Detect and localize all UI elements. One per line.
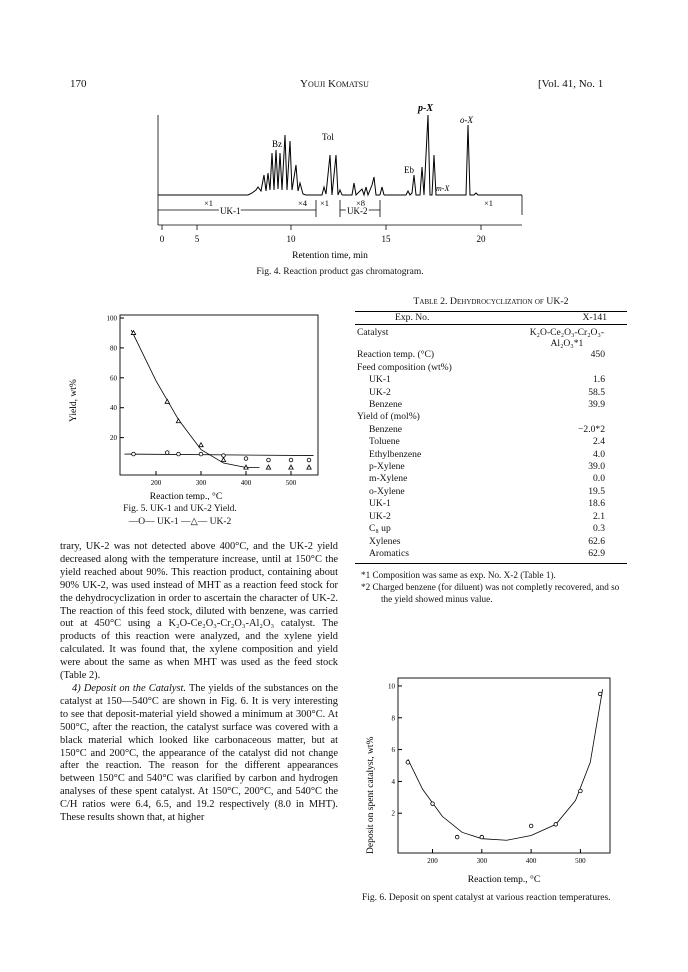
range-label-uk1: UK-1	[220, 206, 241, 216]
data-point-uk2	[165, 399, 169, 403]
fig4-caption: Fig. 4. Reaction product gas chromatogram.	[256, 267, 424, 277]
table-header	[355, 311, 627, 325]
y-tick-label: 4	[391, 777, 395, 786]
table-cell-value: 2.4	[593, 436, 605, 448]
data-point-uk1	[307, 458, 311, 462]
data-point-uk2	[266, 465, 270, 469]
fig6-ylabel: Deposit on spent catalyst, wt%	[366, 736, 376, 854]
atten-label-1: ×1	[204, 198, 214, 208]
fig5-ylabel: Yield, wt%	[69, 379, 79, 422]
table-cell-label: C₈ up	[369, 523, 391, 535]
table-cell-label: Toluene	[369, 436, 400, 448]
paragraph-2	[60, 683, 338, 825]
series-line-uk2	[131, 330, 259, 468]
table-cell-value: 39.0	[588, 461, 605, 473]
table-row	[355, 424, 627, 436]
y-tick-label: 40	[110, 404, 117, 413]
data-point-uk1	[199, 452, 203, 456]
x-tick-label: 300	[195, 479, 207, 487]
data-point	[431, 802, 435, 806]
table-row	[355, 498, 627, 510]
peak-label-eb: Eb	[404, 165, 414, 175]
page-number: 170	[70, 78, 87, 90]
table-cell-label: Aromatics	[369, 547, 409, 559]
y-tick-label: 20	[110, 434, 117, 443]
table-row	[355, 411, 627, 423]
table-cell-value: 0.0	[593, 473, 605, 485]
data-point	[455, 835, 459, 839]
x-tick-20: 20	[476, 234, 486, 244]
col-exp-value: X-141	[582, 312, 607, 323]
series-line-uk1	[125, 454, 314, 455]
table-cell-value: 58.5	[588, 386, 605, 398]
section-heading: 4) Deposit on the Catalyst.	[72, 682, 187, 694]
data-point-uk2	[176, 419, 180, 423]
table-row	[355, 523, 627, 535]
data-point	[598, 692, 602, 696]
table-footnotes	[355, 563, 627, 605]
body-text	[60, 541, 338, 825]
table-row	[355, 548, 627, 560]
table-cell-value: 450	[590, 349, 605, 361]
table-cell-label: UK-2	[369, 386, 391, 398]
data-point	[554, 823, 558, 827]
data-point	[579, 789, 583, 793]
data-point	[529, 824, 533, 828]
table-cell-label: Feed composition (wt%)	[357, 361, 452, 373]
x-tick-label: 500	[285, 479, 297, 487]
x-tick-0: 0	[159, 234, 165, 244]
table-cell-label: m-Xylene	[369, 473, 408, 485]
data-point	[480, 835, 484, 839]
table-row	[355, 486, 627, 498]
fig6-fit-curve	[408, 689, 603, 840]
x-tick-label: 400	[525, 857, 537, 865]
table-cell-label: Yield of (mol%)	[357, 411, 420, 423]
table-cell-value: 18.6	[588, 498, 605, 510]
y-tick-label: 60	[110, 374, 117, 383]
table-row	[355, 449, 627, 461]
y-tick-label: 100	[106, 314, 117, 323]
atten-label-4: ×8	[356, 198, 366, 208]
y-tick-label: 10	[388, 682, 395, 691]
x-tick-label: 300	[476, 857, 488, 865]
x-tick-label: 400	[240, 479, 252, 487]
table-cell-label: Xylenes	[369, 535, 401, 547]
x-tick-5: 5	[194, 234, 200, 244]
table-row	[355, 327, 627, 349]
atten-label-2: ×4	[298, 198, 308, 208]
table-row	[355, 436, 627, 448]
table-cell-label: Benzene	[369, 399, 403, 411]
catalyst-value-1: K₂O-Ce₂O₃-Cr₂O₃-	[529, 327, 605, 339]
peak-label-mx: m-X	[436, 184, 450, 193]
peak-label-bz: Bz	[272, 139, 282, 149]
table-row	[355, 461, 627, 473]
table-cell-label: Benzene	[369, 423, 403, 435]
fig5-xlabel: Reaction temp., °C	[149, 492, 223, 500]
y-tick-label: 8	[391, 714, 395, 723]
table-row	[355, 536, 627, 548]
data-point-uk2	[307, 465, 311, 469]
table-row	[355, 349, 627, 361]
table-cell-label: UK-1	[369, 374, 391, 386]
data-point-uk1	[132, 452, 136, 456]
table-cell-value: 1.6	[593, 374, 605, 386]
data-point-uk2	[221, 458, 225, 462]
table-row	[355, 374, 627, 386]
table-row	[355, 473, 627, 485]
data-point-uk1	[244, 457, 248, 461]
paragraph-1: trary, UK-2 was not detected above 400°C, and the UK-2 yield decreased along with the temperature increase, until at 150°C the yield reached about 90%. This reaction product, containing about 90% UK-2, was used instead of MHT as a reaction feed stock for the dehydrocyclization in order to ascertain the character of UK-2. The reaction of this feed stock, diluted with benzene, was carried out at 450°C using a K₂O-Ce₂O₃-Cr₂O₃-Al₂O₃ catalyst. The products of this reaction were analyzed, and the xylene yield calculated. It was found that, the xylene composition and yield were about the same as when MHT was used as the feed stock (Table 2).	[60, 541, 338, 682]
data-point-uk1	[289, 458, 293, 462]
data-point-uk1	[267, 458, 271, 462]
table-row	[355, 511, 627, 523]
fig4-chromatogram	[140, 95, 540, 275]
y-tick-label: 80	[110, 344, 117, 353]
footnote-1: *1 Composition was same as exp. No. X-2 (Table 1).	[361, 570, 556, 581]
table-row	[355, 399, 627, 411]
table-cell-label: Reaction temp. (°C)	[357, 349, 435, 361]
catalyst-value-2: Al₂O₃*1	[550, 338, 584, 350]
data-point-uk2	[199, 443, 203, 447]
data-point-uk2	[289, 465, 293, 469]
peak-label-ox: o-X	[460, 115, 473, 125]
peak-label-tol: Tol	[322, 132, 334, 142]
footnote-2: *2 Charged benzene (for diluent) was not completly recovered, and so the yield showed minus value.	[361, 581, 620, 604]
table-cell-value	[507, 362, 627, 374]
fig6-chart	[358, 672, 620, 884]
table-row	[355, 387, 627, 399]
table-cell-value: −2.0*2	[578, 423, 605, 435]
fig5-caption-line1: Fig. 5. UK-1 and UK-2 Yield.	[123, 504, 237, 514]
running-author: Youji Komatsu	[300, 78, 369, 90]
fig6-xlabel: Reaction temp., °C	[467, 875, 541, 884]
x-tick-label: 200	[427, 857, 438, 865]
table-cell-label: UK-2	[369, 510, 391, 522]
table-cell-value: 4.0	[593, 448, 605, 460]
chromatogram-trace	[158, 115, 522, 195]
table-row	[355, 362, 627, 374]
col-exp-label: Exp. No.	[395, 312, 430, 323]
data-point-uk2	[244, 465, 248, 469]
range-label-uk2: UK-2	[347, 206, 368, 216]
x-tick-15: 15	[381, 234, 391, 244]
x-tick-label: 500	[575, 857, 586, 865]
table-cell-label: UK-1	[369, 498, 391, 510]
fig4-xlabel: Retention time, min	[292, 251, 368, 261]
fig6-caption: Fig. 6. Deposit on spent catalyst at various reaction temperatures.	[362, 893, 611, 903]
fig5-chart	[58, 310, 330, 500]
table-cell-value: 0.3	[593, 523, 605, 535]
y-tick-label: 6	[391, 746, 395, 755]
table-cell-value	[507, 411, 627, 423]
fig4-axis-ticks	[162, 225, 481, 230]
table-body	[355, 327, 627, 560]
y-tick-label: 2	[391, 809, 395, 818]
paragraph-2-text: The yields of the substances on the catalyst at 150—540°C are shown in Fig. 6. It is very interesting to see that deposit-material yield showed a minimum at 300°C. At 500°C, after the reaction, the catalyst surface was covered with a black material which looked like carbonaceous matter, but at 150°C and 200°C, the appearance of the catalyst did not change after the reaction. The reason for the different appearances between 150°C and 540°C was clarified by carbon and hydrogen analyses of these spent catalyst. At 150°C, 200°C, and 540°C the C/H ratios were 6.4, 6.5, and 19.2 respectively (8.0 in MHT). These results shown that, at higher	[60, 682, 338, 824]
data-point-uk1	[165, 451, 169, 455]
peak-label-px: p-X	[418, 103, 433, 114]
x-tick-label: 200	[150, 479, 162, 487]
volume-info: [Vol. 41, No. 1	[538, 78, 604, 90]
table-cell-value: 62.9	[588, 547, 605, 559]
atten-label-5: ×1	[484, 198, 494, 208]
fig5-caption-line2: —O— UK-1 —△— UK-2	[128, 517, 232, 527]
table-cell-label: p-Xylene	[369, 461, 405, 473]
atten-label-3: ×1	[320, 198, 330, 208]
data-point-uk1	[177, 452, 181, 456]
table-cell-label: Ethylbenzene	[369, 448, 422, 460]
table-2	[355, 296, 627, 605]
x-tick-10: 10	[286, 234, 296, 244]
table-cell-value: 19.5	[588, 485, 605, 497]
data-point	[406, 761, 410, 765]
catalyst-label: Catalyst	[357, 327, 389, 339]
table-cell-value: 39.9	[588, 399, 605, 411]
table-title: Table 2. Dehydrocyclization of UK-2	[413, 296, 569, 307]
table-cell-label: o-Xylene	[369, 485, 405, 497]
table-cell-value: 62.6	[588, 535, 605, 547]
table-cell-value: 2.1	[593, 510, 605, 522]
